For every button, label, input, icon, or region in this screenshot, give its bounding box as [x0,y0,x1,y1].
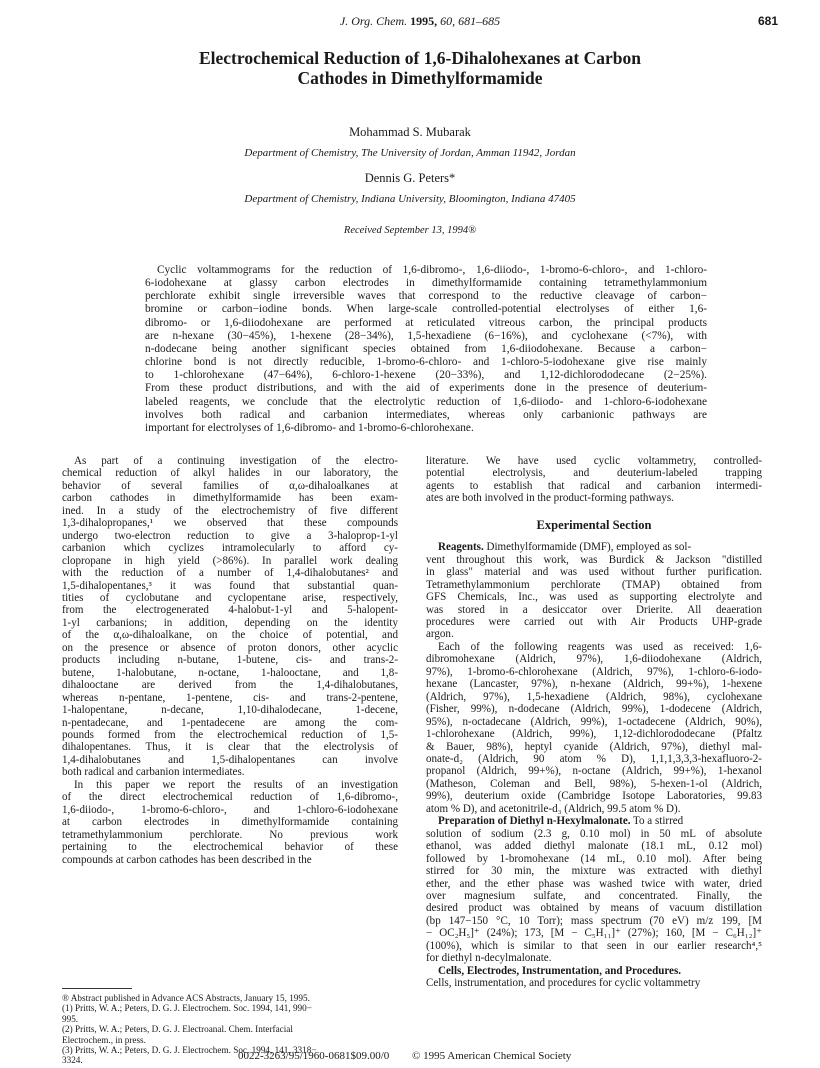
body-line: with the reduction of a number of 1,4-dihalobutanes² and [62,567,398,580]
body-line: was stored in a desiccator over Drierite. All deaeration [426,603,762,616]
body-line: 1,5-dihalopentanes,³ it was found that substantial quan- [62,579,398,592]
reagents-heading: Reagents. [438,541,484,554]
body-line: ined. In a study of the electrochemistry of five different [62,504,398,517]
body-line: tetramethylammonium perchlorate. No previous work [62,828,398,841]
body-line: (Aldrich, 97%), 1,5-hexadiene (Aldrich, 98%), cyclohexane [426,690,762,703]
body-line: carbanion which cyclizes intramolecularly to afford cy- [62,542,398,555]
body-line: agents to establish that radical and carbanion intermedi- [426,479,762,492]
body-line: 1,3-dihalopropanes,¹ we observed that these compounds [62,517,398,530]
body-line: dihalooctane are derived from the 1,4-dihalobutanes, [62,679,398,692]
footnote-line: (2) Pritts, W. A.; Peters, D. G. J. Electroanal. Chem. Interfacial [62,1024,293,1035]
body-line: (100%), which is similar to that seen in our earlier research⁴,⁵ [426,939,762,952]
body-line: 1,6-diiodo-, 1-bromo-6-chloro-, and 1-chloro-6-iodohexane [62,803,398,816]
body-line: in glass" material and was used without further purification. [426,566,762,579]
footnote-line: ® Abstract published in Advance ACS Abstracts, January 15, 1995. [62,993,310,1003]
body-line: ether, and the ether phase was washed twice with water, dried [426,877,762,890]
title-line-2: Cathodes in Dimethylformamide [297,68,543,88]
body-line: from the electrogenerated 4-halobut-1-yl and 5-halopent- [62,604,398,617]
journal-citation [62,14,778,29]
journal-pages: 681–685 [458,14,501,28]
abstract-line: 6-iodohexane at glassy carbon electrodes in dimethylformamide containing tetramethylammonium [145,277,707,290]
body-line: potential electrolysis, and deuterium-labeled trapping [426,467,762,480]
body-line: clopropane in high yield (>86%). In parallel work dealing [62,554,398,567]
abstract-line: to 1-chlorohexane (47−64%), 6-chloro-1-hexene (20−33%), and 1,12-dichlorododecane (2−25%). [145,369,707,382]
body-line: 1-yl carbanions; in addition, depending on the identity [62,616,398,629]
body-line: 99%), deuterium oxide (Cambridge Isotope Laboratories, 99.83 [426,790,762,803]
body-line: Dimethylformamide (DMF), employed as sol- [483,541,692,554]
abstract-line: perchlorate exhibit single irreversible waves that correspond to the reductive cleavage of carbon− [145,290,707,303]
received-date: Received September 13, 1994® [343,225,477,236]
body-line: carbon cathodes in dimethylformamide has been exam- [62,492,398,505]
body-line: ethanol, was added diethyl malonate (18.1 mL, 0.12 mol) [426,840,762,853]
body-line: desired product was obtained by means of vacuum distillation [426,902,762,915]
affiliation-1: Department of Chemistry, The University of Jordan, Amman 11942, Jordan [244,147,576,159]
abstract-line: bromine or carbon−iodine bonds. When large-scale controlled-potential electrolyses of either 1,6- [145,303,707,316]
body-line: dibromohexane (Aldrich, 97%), 1,6-diiodohexane (Aldrich, [426,653,762,666]
body-line: pertaining to the electrochemical behavior of these [62,841,398,854]
body-line: of the α,ω-dihaloalkane, on the choice of potential, and [62,629,398,642]
body-line: behavior of several families of α,ω-dihaloalkanes at [62,479,398,492]
journal-name: J. Org. Chem. [339,14,408,28]
body-line: propanol (Aldrich, 99+%), n-octane (Aldrich, 99+%), 1-hexanol [426,765,762,778]
abstract-line: Cyclic voltammograms for the reduction of 1,6-dibromo-, 1,6-diiodo-, 1-bromo-6-chloro-, and 1-chloro- [157,264,707,276]
body-line: on the presence or absence of proton donors, other acyclic [62,641,398,654]
body-line: Each of the following reagents was used as received: 1,6- [438,640,762,653]
abstract-line: important for electrolyses of 1,6-dibromo- and 1-bromo-6-chlorohexane. [145,421,474,434]
author-2: Dennis G. Peters* [364,171,456,185]
body-line: undergo two-electron reduction to give a 3-haloprop-1-yl [62,529,398,542]
abstract-line: involves both radical and carbanion intermediates, whereas only carbanionic pathways are [145,408,707,421]
footnote-line: 995. [62,1013,79,1024]
abstract-line: n-dodecane being another significant species obtained from 1,6-diiodohexane. Because a carbon− [145,342,707,355]
reagents-paragraph [426,541,762,641]
abstract-line: labeled reagents, we conclude that the electrolytic reduction of 1,6-diiodo- and 1-chloro-6-iodohexane [145,395,707,408]
cells-paragraph [426,965,762,990]
article-title [80,48,760,88]
page-number: 681 [757,14,778,28]
body-line: hexane (Lancaster, 97%), n-hexane (Aldrich, 99+%), 1-hexene [426,678,762,691]
preparation-paragraph [426,815,762,964]
body-line: dihalopentanes. Thus, it is clear that the electrolysis of [62,741,398,754]
copyright: © 1995 American Chemical Society [412,1050,572,1062]
body-line: ates are both involved in the product-forming pathways. [426,492,674,505]
body-line: − OC₂H₅]⁺ (24%); 173, [M − C₅H₁₁]⁺ (27%); 160, [M − C₆H₁₂]⁺ [426,927,762,940]
body-line: at carbon electrodes in dimethylformamide containing [62,816,398,829]
body-line: GFS Chemicals, Inc., was used as supporting electrolyte and [426,591,762,604]
body-line: Cells, instrumentation, and procedures for cyclic voltammetry [426,977,701,990]
body-line: In this paper we report the results of an investigation [74,778,398,791]
body-line: for diethyl n-decylmalonate. [426,952,552,965]
body-line: chemical reduction of alkyl halides in our laboratory, the [62,467,398,480]
abstract-line: dibromo- or 1,6-diiodohexane are performed at reticulated vitreous carbon, the principal products [145,316,707,329]
body-line: pounds formed from the electrochemical reduction of 1,5- [62,728,398,741]
author-1: Mohammad S. Mubarak [349,125,471,139]
body-line: stirred for 30 min, the mixture was extracted with diethyl [426,865,762,878]
intro-text [62,455,398,866]
body-line: products including n-butane, 1-butene, cis- and trans-2- [62,654,398,667]
body-line: 1-chlorohexane (Aldrich, 99%), 1,12-dichlorododecane (Pfaltz [426,728,762,741]
body-line: vent throughout this work, was Burdick & Jackson "distilled [426,553,762,566]
affiliation-2: Department of Chemistry, Indiana University, Bloomington, Indiana 47405 [244,193,576,205]
abstract-line: From these product distributions, and with the aid of experiments done in the presence of deuterium- [145,382,707,395]
body-line: n-pentadecane, and 1-pentadecene are among the com- [62,716,398,729]
body-line: onate-d₂ (Aldrich, 90 atom % D), 1,1,1,3,3,3-hexafluoro-2- [426,752,762,765]
body-line: over magnesium sulfate, and concentrated. Finally, the [426,889,762,902]
abstract-line: chlorine bond is not directly reducible, 1-bromo-6-chloro- and 1-chloro-5-iodohexane give rise mainly [145,356,707,369]
right-column [426,455,762,990]
body-line: tities of cyclobutane and cyclopentane arise, respectively, [62,591,398,604]
body-line: followed by 1-bromohexane (14 mL, 0.10 mol). After being [426,852,762,865]
footnote-line: 3324. [62,1055,83,1066]
footnote-rule [62,988,132,989]
body-line: literature. We have used cyclic voltammetry, controlled- [426,455,762,467]
body-line: procedures were carried out with Air Products UHP-grade [426,615,762,628]
body-line: atom % D), and acetonitrile-d₃ (Aldrich, 99.5 atom % D). [426,802,681,815]
body-line: As part of a continuing investigation of the electro- [74,455,398,467]
body-line: (Matheson, Coleman and Bell, 98%), 5-hexen-1-ol (Aldrich, [426,777,762,790]
body-line: 1-halopentane, n-decane, 1,10-dihalodecane, 1-decene, [62,704,398,717]
cells-heading: Cells, Electrodes, Instrumentation, and Procedures. [438,964,682,977]
body-line: (Fisher, 99%), n-dodecane (Aldrich, 99%), 1-dodecene (Aldrich, [426,703,762,716]
body-line: both radical and carbanion intermediates. [62,766,245,779]
body-line: compounds at carbon cathodes has been described in the [62,853,312,866]
body-line: (bp 147−150 °C, 10 Torr); mass spectrum (70 eV) m/z 199, [M [426,914,762,927]
body-line: of the direct electrochemical reduction of 1,6-dibromo-, [62,791,398,804]
reagents-list-paragraph [426,641,762,815]
footnote-line: (1) Pritts, W. A.; Peters, D. G. J. Electrochem. Soc. 1994, 141, 990− [62,1003,312,1014]
section-heading: Experimental Section [536,517,652,532]
footnote-line: (3) Pritts, W. A.; Peters, D. G. J. Electrochem. Soc. 1994, 141, 3318− [62,1045,317,1056]
body-line: whereas n-pentane, 1-pentene, cis- and trans-2-pentene, [62,691,398,704]
body-line: To a stirred [630,815,684,828]
body-line: & Bauer, 98%), heptyl cyanide (Aldrich, 97%), diethyl mal- [426,740,762,753]
abstract [145,264,707,435]
article-code: 0022-3263/95/1960-0681$09.00/0 [238,1050,390,1062]
body-line: 97%), 1-bromo-6-chlorohexane (Aldrich, 97%), 1-chloro-6-iodo- [426,665,762,678]
abstract-line: are n-hexane (30−45%), 1-hexene (28−34%), 1,5-hexadiene (6−16%), and cyclohexane (<7%), with [145,329,707,342]
body-line: butene, 1-halobutane, n-octane, 1-halooctane, and 1,8- [62,666,398,679]
body-line: 95%), n-octadecane (Aldrich, 99%), 1-octadecene (Aldrich, 90%), [426,715,762,728]
journal-volume: 60, [440,14,456,28]
body-line: Tetramethylammonium perchlorate (TMAP) obtained from [426,578,762,591]
journal-year: 1995, [410,14,438,28]
preparation-heading: Preparation of Diethyl n-Hexylmalonate. [438,815,631,828]
body-line: argon. [426,628,454,641]
body-line: 1,4-dihalobutanes and 1,5-dihalopentanes can involve [62,753,398,766]
left-column [62,455,398,866]
footnote-line: Electrochem., in press. [62,1034,146,1045]
intro-continuation [426,455,762,505]
body-line: solution of sodium (2.3 g, 0.10 mol) in 50 mL of absolute [426,827,762,840]
title-line-1: Electrochemical Reduction of 1,6-Dihalohexanes at Carbon [198,48,641,68]
running-header [62,14,778,32]
